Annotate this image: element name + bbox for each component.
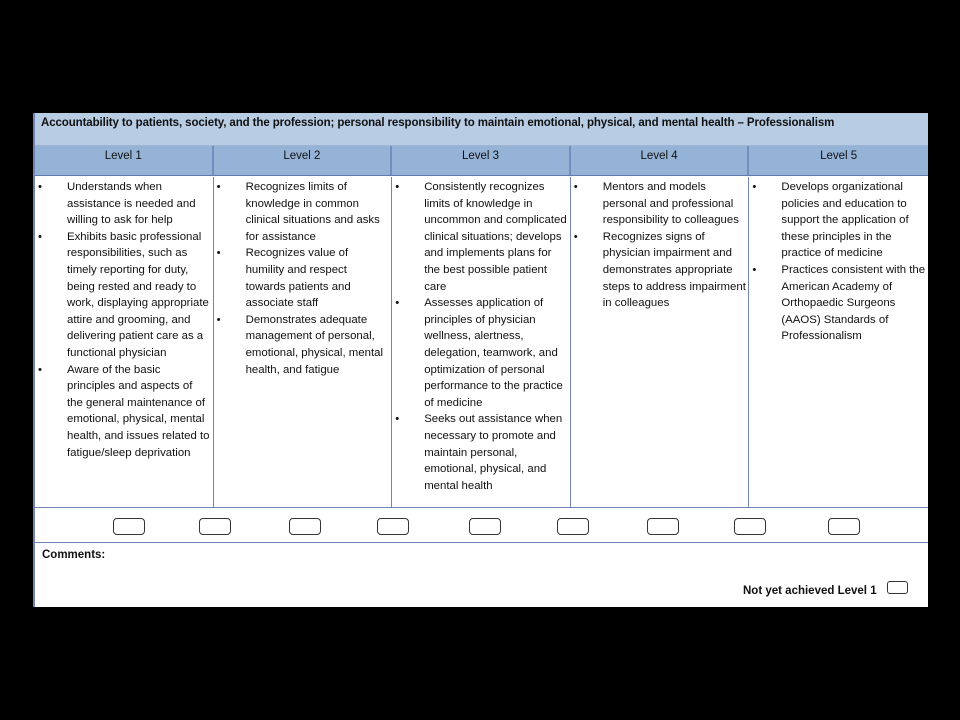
level-header-row xyxy=(35,146,928,176)
list-item-text: Develops organizational policies and education to support the application of these principles in the practice of medicine xyxy=(781,181,909,260)
list-item-text: Recognizes limits of knowledge in common clinical situations and asks for assistance xyxy=(245,181,380,243)
bullet-icon: • xyxy=(573,230,578,243)
list-item-text: Mentors and models personal and professional responsibility to colleagues xyxy=(602,181,739,227)
list-item xyxy=(571,229,747,312)
list-item-text: Understands when assistance is needed and willing to ask for help xyxy=(67,181,196,227)
level-5-column xyxy=(749,177,928,507)
list-item xyxy=(35,229,211,362)
milestone-checkbox[interactable] xyxy=(828,518,860,535)
list-item xyxy=(214,179,390,245)
bullet-icon: • xyxy=(395,297,400,310)
milestone-checkbox[interactable] xyxy=(113,518,145,535)
list-item xyxy=(571,179,747,229)
list-item-text: Aware of the basic principles and aspects of the general maintenance of emotional, physical, mental health, and issues related to fatigue/sleep deprivation xyxy=(67,363,210,459)
milestone-checkbox[interactable] xyxy=(734,518,766,535)
level-1-header: Level 1 xyxy=(35,146,214,175)
milestone-form xyxy=(33,113,928,607)
level-3-header: Level 3 xyxy=(392,146,571,175)
milestone-checkbox[interactable] xyxy=(557,518,589,535)
list-item-text: Exhibits basic professional responsibilities, such as timely reporting for duty, being rested and ready to work, displaying appropriate attire and grooming, and delivering patient care as a functional physician xyxy=(67,230,209,359)
bullet-icon: • xyxy=(38,181,42,193)
milestone-checkbox[interactable] xyxy=(647,518,679,535)
form-title: Accountability to patients, society, and the profession; personal responsibility to maintain emotional, physical, and mental health – Professionalism xyxy=(35,113,928,146)
bullet-icon: • xyxy=(395,413,400,426)
level-descriptions-row xyxy=(35,177,928,508)
level-2-header: Level 2 xyxy=(214,146,393,175)
list-item xyxy=(392,179,568,295)
list-item-text: Assesses application of principles of physician wellness, alertness, delegation, teamwork, and optimization of personal performance to the practice of medicine xyxy=(424,297,563,409)
bullet-icon: • xyxy=(38,363,42,376)
list-item-text: Practices consistent with the American Academy of Orthopaedic Surgeons (AAOS) Standards of Professionalism xyxy=(781,263,926,343)
bullet-icon: • xyxy=(216,313,221,326)
not-yet-achieved-checkbox[interactable] xyxy=(887,581,908,594)
level-4-column xyxy=(571,177,750,507)
list-item xyxy=(392,411,568,494)
list-item-text: Recognizes value of humility and respect towards patients and associate staff xyxy=(245,247,351,310)
list-item-text: Demonstrates adequate management of personal, emotional, physical, mental health, and fatigue xyxy=(245,313,383,376)
list-item xyxy=(35,362,211,462)
list-item xyxy=(214,312,390,378)
level-1-column xyxy=(35,177,214,507)
list-item xyxy=(749,262,926,345)
list-item-text: Consistently recognizes limits of knowledge in uncommon and complicated clinical situations; develops and implements plans for the best possible patient care xyxy=(424,181,567,293)
bullet-icon: • xyxy=(216,247,221,260)
comments-label: Comments: xyxy=(42,549,106,561)
bullet-icon: • xyxy=(216,181,221,193)
list-item xyxy=(35,179,211,229)
bullet-icon: • xyxy=(38,230,42,243)
list-item xyxy=(392,295,568,411)
milestone-checkbox[interactable] xyxy=(199,518,231,535)
milestone-checkbox-row xyxy=(35,509,928,543)
list-item xyxy=(214,245,390,311)
level-5-header: Level 5 xyxy=(820,150,858,162)
list-item-text: Seeks out assistance when necessary to promote and maintain personal, emotional, physical, and mental health xyxy=(424,413,563,492)
level-3-column xyxy=(392,177,571,507)
bullet-icon: • xyxy=(573,181,578,193)
level-4-header: Level 4 xyxy=(571,146,750,175)
bullet-icon: • xyxy=(752,263,757,276)
list-item-text: Recognizes signs of physician impairment and demonstrates appropriate steps to address impairment in colleagues xyxy=(602,230,746,310)
level-2-column xyxy=(214,177,393,507)
bullet-icon: • xyxy=(752,181,757,193)
list-item xyxy=(749,179,926,262)
milestone-checkbox[interactable] xyxy=(377,518,409,535)
milestone-checkbox[interactable] xyxy=(289,518,321,535)
milestone-checkbox[interactable] xyxy=(469,518,501,535)
bullet-icon: • xyxy=(395,181,400,193)
not-yet-achieved-label: Not yet achieved Level 1 xyxy=(743,585,877,597)
